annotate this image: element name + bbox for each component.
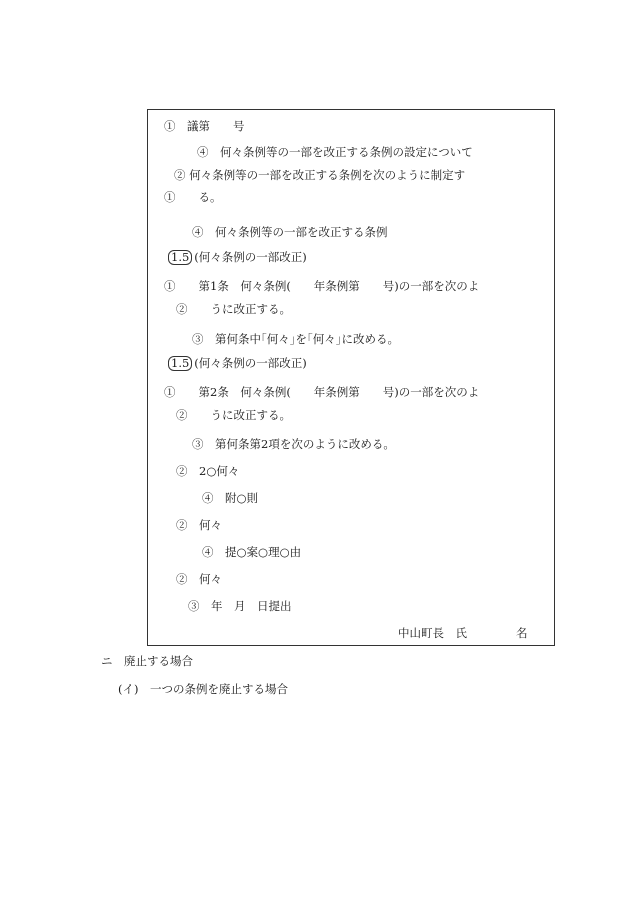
sub-heading: (イ) 一つの条例を廃止する場合 — [118, 682, 288, 696]
caption-2 — [168, 356, 307, 371]
item-nannan-1: ② 何々 — [176, 518, 222, 532]
item-nannan-2: ② 何々 — [176, 572, 222, 586]
caption-text: (何々条例の一部改正) — [194, 250, 307, 264]
proposal-line-2: ① る。 — [164, 190, 222, 204]
proposal-line-1: ② 何々条例等の一部を改正する条例を次のように制定す — [174, 168, 466, 182]
paragraph-badge: 1.5 — [168, 250, 192, 265]
paragraph-badge: 1.5 — [168, 356, 192, 371]
caption-text: (何々条例の一部改正) — [194, 356, 307, 370]
reason-heading: ④ 提○案○理○由 — [202, 545, 302, 559]
caption-1 — [168, 250, 307, 265]
article-2-line-1: ① 第2条 何々条例( 年条例第 号)の一部を次のよ — [164, 385, 480, 399]
supplementary-provisions: ④ 附○則 — [202, 491, 259, 505]
article-2-line-2: ② うに改正する。 — [176, 408, 291, 422]
item-2: ② 2○何々 — [176, 464, 240, 478]
main-title: ④ 何々条例等の一部を改正する条例の設定について — [197, 145, 473, 159]
mayor-name-suffix: 名 — [516, 626, 528, 640]
article-2-body: ③ 第何条第2項を次のように改める。 — [192, 437, 395, 451]
article-1-line-1: ① 第1条 何々条例( 年条例第 号)の一部を次のよ — [164, 279, 480, 293]
agenda-number: ① 議第 号 — [164, 119, 245, 133]
ordinance-document-frame — [147, 109, 555, 646]
article-1-body: ③ 第何条中｢何々｣を｢何々｣に改める。 — [192, 332, 399, 346]
submission-date: ③ 年 月 日提出 — [188, 599, 292, 613]
mayor-title: 中山町長 氏 — [398, 626, 467, 640]
ordinance-title: ④ 何々条例等の一部を改正する条例 — [192, 225, 388, 239]
section-heading: ニ 廃止する場合 — [101, 654, 193, 668]
article-1-line-2: ② うに改正する。 — [176, 302, 291, 316]
